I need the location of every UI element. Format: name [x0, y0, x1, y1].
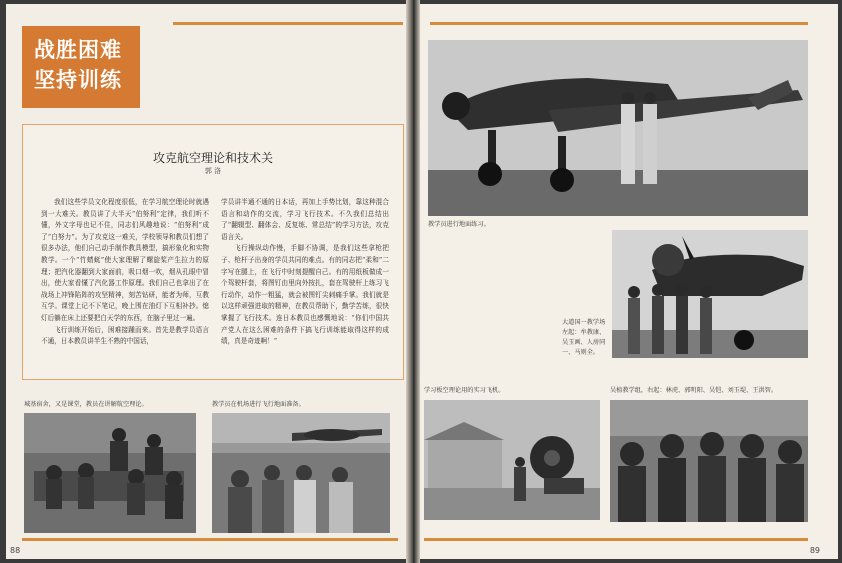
photo-airfield-prep [212, 413, 390, 533]
bottom-rule-left [22, 538, 398, 541]
article-author: 郭 洛 [204, 167, 222, 175]
page-gutter [406, 0, 420, 563]
section-title-line1: 战胜困难 [34, 38, 122, 62]
article-col1-paragraph-2: 飞行训练开始后，困难接踵而来。首先是教学员语言不通，日本教员讲半生不熟的中国话， [41, 325, 209, 346]
caption-classroom: 城基宿舍，又是课堂，教员在讲解航空理论。 [24, 401, 148, 408]
photo-instructor-group [612, 230, 808, 358]
article-col2-paragraph-1: 学员讲半通不通的日本话，再加上手势比划，靠这种混合语言和动作的交流，学习飞行技术。不久我们总结出了“翻辍型、翻体会、反复练、常总结”的学习方法，攻克语言关。 [221, 198, 389, 241]
photo-plane-training [428, 40, 808, 216]
page-number-right: 89 [809, 546, 820, 555]
caption-instructor-group: 大道国一教学场左起：牟教康、吴玉画、人房同一、马则全。 [562, 319, 606, 356]
section-title-line2: 坚持训练 [34, 68, 122, 92]
bottom-rule-right [424, 538, 808, 541]
photo-classroom [24, 413, 196, 533]
photo-practice-plane [424, 400, 600, 520]
page-number-left: 88 [10, 546, 21, 555]
article-frame [22, 124, 404, 380]
article-col1-paragraph-1: 我们这些学员文化程度很低，在学习航空理论时就遇到一大难关。教员讲了大半天“伯努利”定律，我们听不懂，外文字母也记不住，同志们风趣地说：“伯努利”成了“白努力”。为了攻克这一难关，学校领导和教员们想了很多办法，他们自己动手制作教具模型，搞形象化和实物教学。一个“竹蜻蜓”使大家理解了螺旋桨产生拉力的原理；把汽化器翻到大家面前，吸口烟一吹，烟从孔眼中冒出，使大家看懂了汽化器工作原理。我们自己也拿出了在战场上冲锋陷阵的攻坚精神，刻苦钻研，能者为师，互教互学。课堂上记不下笔记，晚上围在油灯下互相补抄。熄灯后躺在床上还要把白天学的东西，在脑子里过一遍。 [41, 198, 209, 322]
top-rule-left [173, 22, 403, 25]
article-title: 攻克航空理论和技术关 [152, 151, 273, 165]
caption-ground-practice: 教学员进行地面练习。 [428, 221, 490, 228]
section-title-box [22, 26, 140, 108]
caption-practice-plane: 学习板空理论用的实习飞机。 [424, 387, 505, 394]
photo-crew-group [610, 400, 808, 522]
article-column-1 [41, 197, 209, 348]
top-rule-right [430, 22, 808, 25]
article-column-2 [221, 197, 389, 348]
caption-airfield-prep: 教学员在机场进行飞行地面准备。 [212, 401, 305, 408]
caption-crew-group: 吴植教学组，右起：林虎、郭明阳、吴恺、刘玉堤、王洪智。 [610, 387, 778, 394]
article-col2-paragraph-2: 飞行操纵动作慢，手脚不协调，是我们这些拿枪把子、枪杆子出身的学员共同的难点。有的同志把“柔和”二字写在腿上，在飞行中时刻提醒自己。有的用纸板做成一个驾驶杆套，将图钉由里向外按扎，套在驾驶杆上练习飞行动作，动作一粗猛，就会被图钉尖刺痛手掌。我们就是以这样顽强进取的精神，在教员帮助下，勤学苦练，很快掌握了飞行技术。连日本教员也感慨地说：“你们中国共产党人在这么困难的条件下搞飞行训练能取得这样的成绩，真是奇迹啊！” [221, 244, 389, 346]
